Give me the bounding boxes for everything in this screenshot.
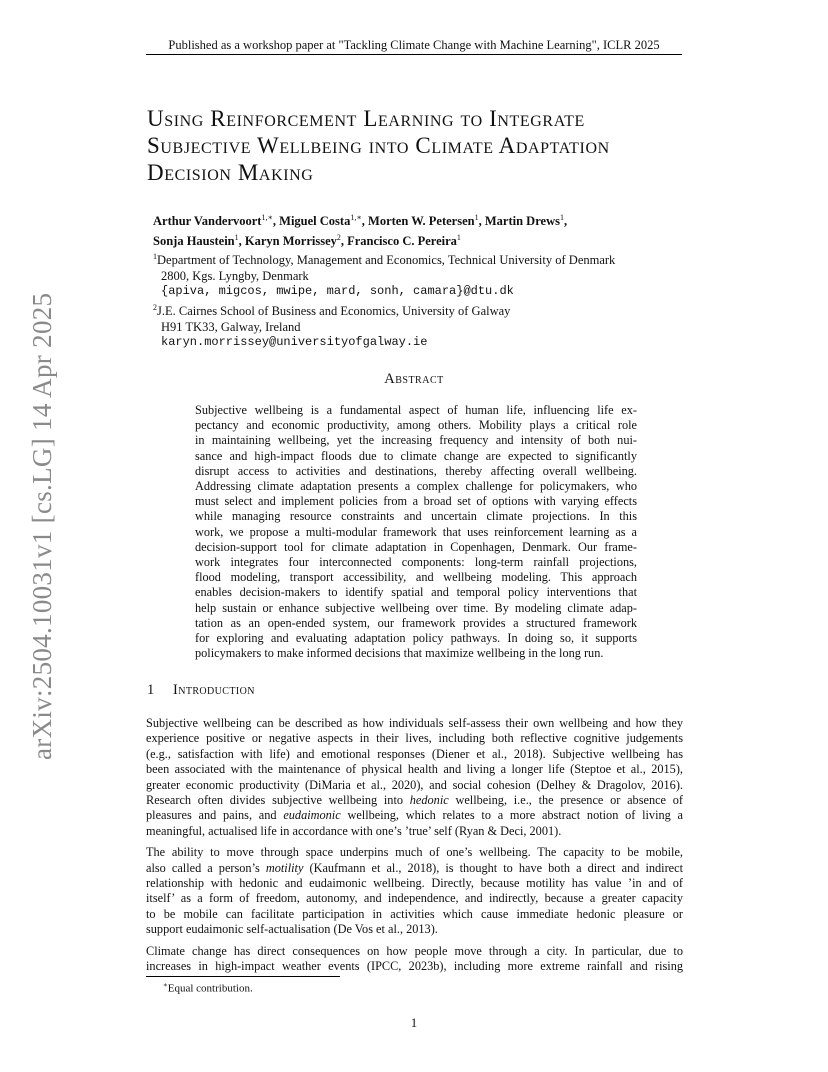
- text-line: Subjective wellbeing can be described as how individuals self-assess their own wellbeing and how they: [146, 716, 683, 730]
- affiliation-2: [153, 300, 693, 320]
- author-names-line-2: Sonja Haustein$^1$, Karyn Morrissey$^2$, Francisco C. Pereira$^1$: [153, 232, 461, 248]
- text-line: meaningful, actualised life in accordance with one’s ’true’ self (Ryan & Deci, 2001).: [146, 823, 562, 838]
- affiliation-1-email[interactable]: {apiva, migcos, mwipe, mard, sonh, camara}@dtu.dk: [161, 284, 514, 299]
- abstract-line: Addressing climate adaptation presents a complex challenge for policymakers, who: [195, 479, 637, 494]
- abstract-line: policymakers to make informed decisions that maximize wellbeing in the long run.: [195, 646, 604, 661]
- section-heading-introduction: [147, 682, 255, 699]
- abstract-heading: Abstract: [384, 371, 444, 387]
- running-header: Published as a workshop paper at "Tackling Climate Change with Machine Learning", ICLR 2025: [146, 36, 682, 55]
- text-line: [146, 793, 683, 808]
- affiliation-2-email[interactable]: karyn.morrissey@universityofgalway.ie: [161, 335, 428, 350]
- text-run: wellbeing, which relates to a more abstract notion of living a: [340, 808, 684, 823]
- affiliation-mark: 1: [153, 252, 157, 262]
- text-run: (Kaufmann et al., 2018), is thought to have both a direct and indirect: [303, 860, 683, 875]
- author-name: Francisco C. Pereira: [347, 233, 457, 248]
- author-affiliation-mark: 1,∗: [261, 213, 273, 222]
- author-block: [153, 210, 693, 351]
- title-line: Decision Making: [147, 160, 314, 185]
- page-number: 1: [410, 1016, 418, 1030]
- author-affiliation-mark: 1: [559, 213, 564, 222]
- abstract-line: pectancy and economic productivity, among others. Mobility plays a critical role: [195, 418, 637, 433]
- text-line: relationship with hedonic and eudaimonic wellbeing. Directly, because motility has value ’in and of: [146, 876, 683, 891]
- text-line: [146, 808, 683, 823]
- section-title: Introduction: [173, 682, 255, 698]
- abstract-line: sance and high-impact floods due to climate change are expected to significantly: [195, 448, 637, 463]
- abstract-line: in maintaining wellbeing, yet the increasing frequency and intensity of both nui-: [195, 433, 637, 448]
- title-line: Subjective Wellbeing into Climate Adaptation: [147, 133, 610, 158]
- abstract-line: enables decision-makers to identify spatial and temporal policy interventions that: [195, 585, 637, 600]
- emphasis-motility: motility: [265, 860, 304, 875]
- affiliation-text: J.E. Cairnes School of Business and Economics, University of Galway: [157, 304, 511, 319]
- text-line: support eudaimonic self-actualisation (De Vos et al., 2013).: [146, 922, 438, 937]
- author-name: Sonja Haustein: [153, 233, 235, 248]
- text-run: Research often divides subjective wellbeing into: [146, 793, 410, 808]
- author-name: Arthur Vandervoort: [153, 214, 262, 229]
- footnote-text: Equal contribution.: [167, 982, 253, 995]
- text-line: [146, 861, 683, 876]
- footnote: [163, 978, 253, 996]
- author-name: Miguel Costa: [279, 214, 351, 229]
- text-line: (e.g., satisfaction with life) and emotional responses (Diener et al., 2018). Subjective wellbeing has: [146, 746, 683, 761]
- abstract-line: for exploring and evaluating adaptation policy pathways. In doing so, it supports: [195, 631, 637, 646]
- author-names-line-1: Arthur Vandervoort$^{1,∗}$, Miguel Costa$^{1,∗}$, Morten W. Petersen$^1$, Martin Drews$^1$,: [153, 213, 568, 229]
- affiliation-1: [153, 249, 693, 269]
- abstract-line: work, we propose a multi-modular framework that uses reinforcement learning as a: [195, 524, 637, 539]
- abstract-line: decision-support tool for climate adaptation in Copenhagen, Denmark. Our frame-: [195, 539, 637, 554]
- section-number: 1: [147, 682, 155, 698]
- arxiv-identifier: arXiv:2504.10031v1 [cs.LG] 14 Apr 2025: [27, 292, 57, 760]
- footnote-mark: ∗: [163, 981, 168, 989]
- affiliation-text: Department of Technology, Management and Economics, Technical University of Denmark: [157, 253, 616, 268]
- affiliation-1-address: 2800, Kgs. Lyngby, Denmark: [161, 268, 309, 283]
- paragraph-2: [146, 845, 683, 937]
- abstract-line: work integrates four interconnected components: long-term rainfall projections,: [195, 555, 637, 570]
- abstract-line: flood modeling, transport accessibility, and wellbeing modeling. This approach: [195, 570, 637, 585]
- abstract-line: Subjective wellbeing is a fundamental aspect of human life, influencing life ex-: [195, 403, 637, 417]
- author-affiliation-mark: 2: [336, 232, 341, 242]
- paragraph-3: [146, 944, 683, 975]
- abstract-line: while managing resource constraints and uncertain climate projections. In this: [195, 509, 637, 524]
- affiliation-mark: 2: [153, 302, 157, 312]
- text-line: itself’ as a form of freedom, autonomy, and independence, and indirectly, because a greater capacity: [146, 891, 683, 906]
- author-affiliation-mark: 1: [474, 213, 479, 222]
- author-name: Martin Drews: [484, 214, 560, 229]
- text-line: greater economic productivity (DiMaria et al., 2020), and social cohesion (Delhey & Dragolov, 2016).: [146, 777, 683, 792]
- text-run: pleasures and pains, and: [146, 808, 284, 823]
- abstract-line: help sustain or enhance subjective wellbeing over time. By modeling climate adap-: [195, 600, 637, 615]
- text-run: wellbeing, i.e., the presence or absence of: [448, 793, 683, 808]
- text-line: to be mobile can facilitate participation in activities which cause immediate hedonic pleasure or: [146, 906, 683, 921]
- author-affiliation-mark: 1,∗: [350, 213, 362, 222]
- abstract-line: disrupt access to activities and destinations, thereby affecting overall wellbeing.: [195, 463, 637, 478]
- abstract-line: tation as an open-ended system, our framework provides a structured framework: [195, 615, 637, 630]
- author-name: Karyn Morrissey: [244, 233, 337, 248]
- affiliation-2-address: H91 TK33, Galway, Ireland: [161, 319, 301, 334]
- introduction-body: [146, 716, 683, 981]
- emphasis-hedonic: hedonic: [409, 793, 449, 808]
- text-line: increases in high-impact weather events (IPCC, 2023b), including more extreme rainfall and rising: [146, 959, 683, 974]
- text-run: also called a person’s: [146, 860, 266, 875]
- author-affiliation-mark: 1: [234, 232, 239, 242]
- abstract-body: [195, 403, 637, 661]
- abstract-line: must select and implement policies from a broad set of options with varying effects: [195, 494, 637, 509]
- text-line: Climate change has direct consequences on how people move through a city. In particular, due to: [146, 943, 683, 958]
- footnote-rule: [146, 976, 340, 977]
- paper-title: [147, 105, 707, 186]
- text-line: experience positive or negative aspects in their lives, including both reflective cognitive judgements: [146, 731, 683, 746]
- title-line: Using Reinforcement Learning to Integrate: [147, 106, 585, 131]
- author-name: Morten W. Petersen: [368, 214, 475, 229]
- author-affiliation-mark: 1: [456, 232, 461, 242]
- paragraph-1: [146, 716, 683, 839]
- text-line: The ability to move through space underpins much of one’s wellbeing. The capacity to be mobile,: [146, 845, 683, 860]
- text-line: been associated with the maintenance of physical health and living a longer life (Steptoe et al., 2015),: [146, 762, 683, 777]
- emphasis-eudaimonic: eudaimonic: [283, 808, 341, 823]
